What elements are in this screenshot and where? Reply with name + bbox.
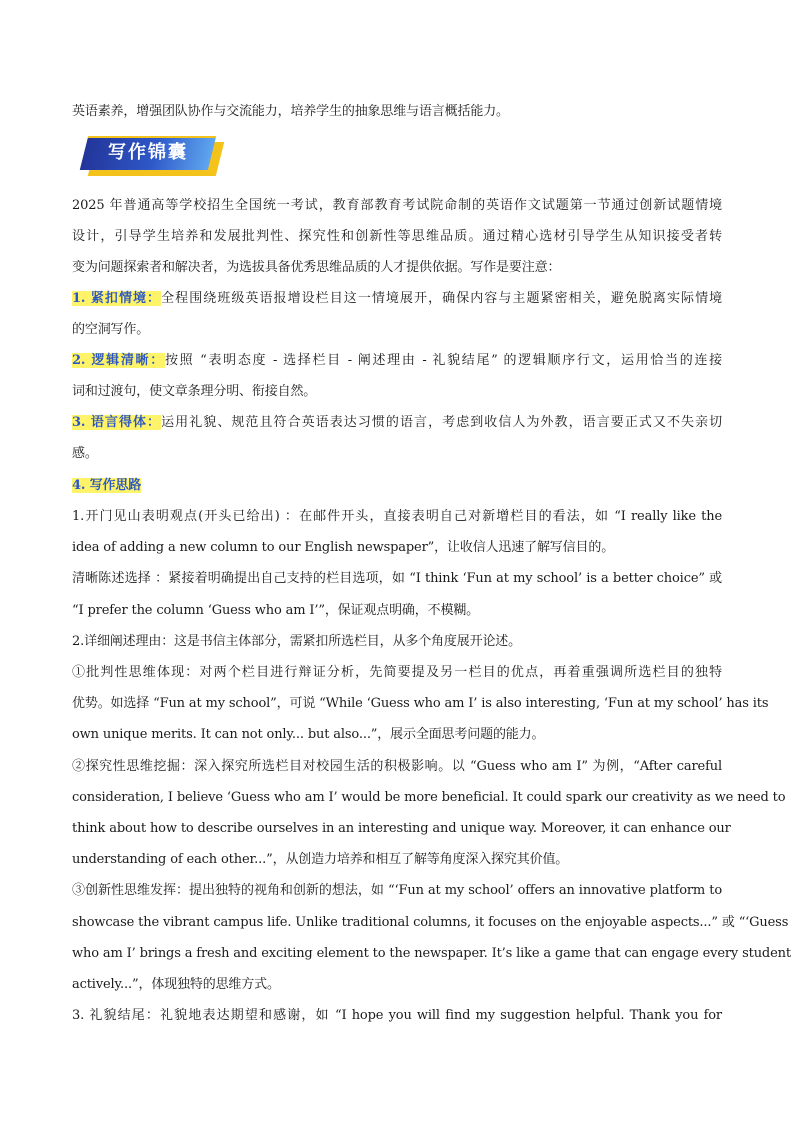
item-4-label: 4. 写作思路 [72, 478, 142, 493]
paragraph-line: “I prefer the column ‘Guess who am I’”，保证观点明确，不模糊。 [72, 603, 480, 618]
paragraph-line: understanding of each other...”，从创造力培养和相互了解等角度深入探究其价值。 [72, 852, 569, 867]
paragraph-line: showcase the vibrant campus life. Unlike traditional columns, it focuses on the enjoyable aspects...” 或 “‘Guess [72, 915, 789, 930]
item-1 [72, 289, 722, 309]
paragraph-line: 优势。如选择 “Fun at my school”，可说 “While ‘Guess who am I’ is also interesting, ‘Fun at my school’ has its [72, 696, 769, 711]
paragraph-line: 2025 年普通高等学校招生全国统一考试，教育部教育考试院命制的英语作文试题第一节通过创新试题情境 [72, 198, 722, 213]
paragraph-line: 设计，引导学生培养和发展批判性、探究性和创新性等思维品质。通过精心选材引导学生从知识接受者转 [72, 229, 722, 244]
item-2-cont: 词和过渡句，使文章条理分明、衔接自然。 [72, 384, 317, 399]
paragraph-line: 3. 礼貌结尾：礼貌地表达期望和感谢，如 “I hope you will find my suggestion helpful. Thank you for [72, 1008, 722, 1023]
item-2-label: 2. 逻辑清晰： [72, 353, 165, 368]
paragraph-line: 清晰陈述选择 ：紧接着明确提出自己支持的栏目选项，如 “I think ‘Fun at my school’ is a better choice” 或 [72, 571, 722, 586]
item-4 [72, 476, 722, 496]
paragraph-line: own unique merits. It can not only... but also...”，展示全面思考问题的能力。 [72, 727, 545, 742]
item-3-text: 运用礼貌、规范且符合英语表达习惯的语言，考虑到收信人为外教，语言要正式又不失亲切 [161, 415, 722, 430]
item-3-label: 3. 语言得体： [72, 415, 162, 430]
section-heading-badge [84, 136, 220, 176]
paragraph-line: idea of adding a new column to our English newspaper”，让收信人迅速了解写信目的。 [72, 540, 615, 555]
paragraph-line: 2.详细阐述理由：这是书信主体部分，需紧扣所选栏目，从多个角度展开论述。 [72, 634, 522, 649]
paragraph-line: actively...”，体现独特的思维方式。 [72, 977, 280, 992]
paragraph-line: ③创新性思维发挥：提出独特的视角和创新的想法，如 “‘Fun at my school’ offers an innovative platform to [72, 883, 722, 898]
item-1-cont: 的空洞写作。 [72, 322, 150, 337]
paragraph-line: ②探究性思维挖掘：深入探究所选栏目对校园生活的积极影响。以 “Guess who am I” 为例，“After careful [72, 759, 722, 774]
item-3-cont: 感。 [72, 446, 98, 461]
intro-line: 英语素养，增强团队协作与交流能力，培养学生的抽象思维与语言概括能力。 [72, 104, 509, 119]
paragraph-line: ①批判性思维体现：对两个栏目进行辩证分析，先简要提及另一栏目的优点，再着重强调所选栏目的独特 [72, 665, 722, 680]
item-2 [72, 351, 722, 371]
item-3 [72, 413, 722, 433]
item-1-text: 全程围绕班级英语报增设栏目这一情境展开，确保内容与主题紧密相关，避免脱离实际情境 [161, 291, 722, 306]
paragraph-line: think about how to describe ourselves in an interesting and unique way. Moreover, it can enhance our [72, 821, 731, 836]
item-2-text: 按照 “表明态度 - 选择栏目 - 阐述理由 - 礼貌结尾” 的逻辑顺序行文，运用恰当的连接 [164, 353, 722, 368]
paragraph-line: consideration, I believe ‘Guess who am I’ would be more beneficial. It could spark our creativity as we need to [72, 790, 786, 805]
paragraph-line: 变为问题探索者和解决者，为选拔具备优秀思维品质的人才提供依据。写作是要注意： [72, 260, 561, 275]
paragraph-line: 1.开门见山表明观点(开头已给出) ：在邮件开头，直接表明自己对新增栏目的看法，如 “I really like the [72, 509, 722, 524]
paragraph-line: who am I’ brings a fresh and exciting element to the newspaper. It’s like a game that can engage every student [72, 946, 791, 961]
section-title: 写作锦囊 [108, 142, 188, 163]
item-1-label: 1. 紧扣情境： [72, 291, 162, 306]
